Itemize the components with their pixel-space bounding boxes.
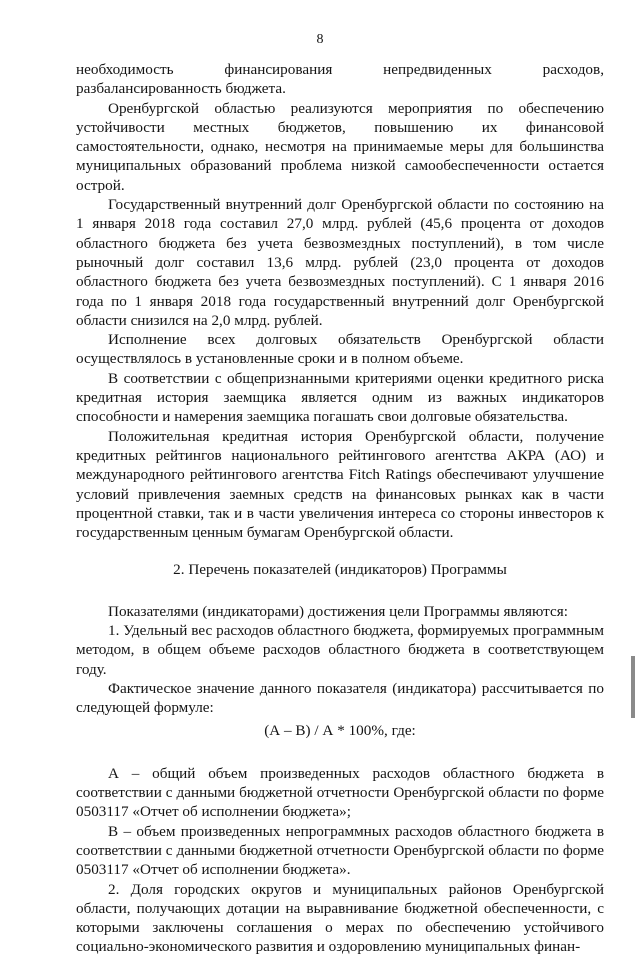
paragraph: Фактическое значение данного показателя (индикатора) рассчитывается по следующей формуле: [76,679,604,717]
paragraph-group-bottom [76,764,604,957]
paragraph: необходимость финансирования непредвиденных расходов, разбалансированность бюджета. [76,61,604,98]
paragraph: 2. Доля городских округов и муниципальных районов Оренбургской области, получающих дотации на выравнивание бюджетной обеспеченности, с которыми заключены соглашения о мерах по обеспечению устойчивого социально-экономического развития и оздоровлению муниципальных финан- [76,880,604,956]
formula: (А – В) / А * 100%, где: [264,721,416,739]
section-heading: 2. Перечень показателей (индикаторов) Программы [173,561,507,579]
paragraph: 1. Удельный вес расходов областного бюджета, формируемых программным методом, в общем объеме расходов областного бюджета в соответствующем году. [76,622,604,678]
paragraph-group-top [76,60,604,542]
scan-margin-mark [631,656,635,718]
paragraph: Исполнение всех долговых обязательств Оренбургской области осуществлялось в установленные сроки и в полном объеме. [76,331,604,368]
paragraph: В соответствии с общепризнанными критериями оценки кредитного риска кредитная история заемщика является одним из важных индикаторов способности и намерения заемщика погашать свои долговые обязательства. [76,369,604,426]
document-body [76,60,604,957]
paragraph: В – объем произведенных непрограммных расходов областного бюджета в соответствии с данными бюджетной отчетности Оренбургской области по форме 0503117 «Отчет об исполнении бюджета». [76,822,604,879]
paragraph: Положительная кредитная история Оренбургской области, получение кредитных рейтингов национального рейтингового агентства АКРА (АО) и международного рейтингового агентства Fitch Ratings обеспечивают улучшение условий привлечения заемных средств на финансовых рынках как в части процентной ставки, так и в части увеличения интереса со стороны инвесторов к государственным ценным бумагам Оренбургской области. [76,427,604,542]
paragraph: Показателями (индикаторами) достижения цели Программы являются: [108,602,568,620]
paragraph: Государственный внутренний долг Оренбургской области по состоянию на 1 января 2018 года составил 27,0 млрд. рублей (45,6 процента от доходов областного бюджета без учета безвозмездных поступлений), в том числе рыночный долг составил 13,6 млрд. рублей (23,0 процента от доходов областного бюджета без учета безвозмездных поступлений). С 1 января 2016 года по 1 января 2018 года государственный внутренний долг Оренбургской области снизился на 2,0 млрд. рублей. [76,196,604,329]
paragraph-group-middle [76,602,604,718]
paragraph: А – общий объем произведенных расходов областного бюджета в соответствии с данными бюджетной отчетности Оренбургской области по форме 0503117 «Отчет об исполнении бюджета»; [76,764,604,821]
paragraph: Оренбургской областью реализуются мероприятия по обеспечению устойчивости местных бюджетов, повышению их финансовой самостоятельности, однако, несмотря на принимаемые меры для большинства муниципальных образований проблема низкой самообеспеченности остается острой. [76,99,604,194]
page-number: 8 [316,32,324,47]
